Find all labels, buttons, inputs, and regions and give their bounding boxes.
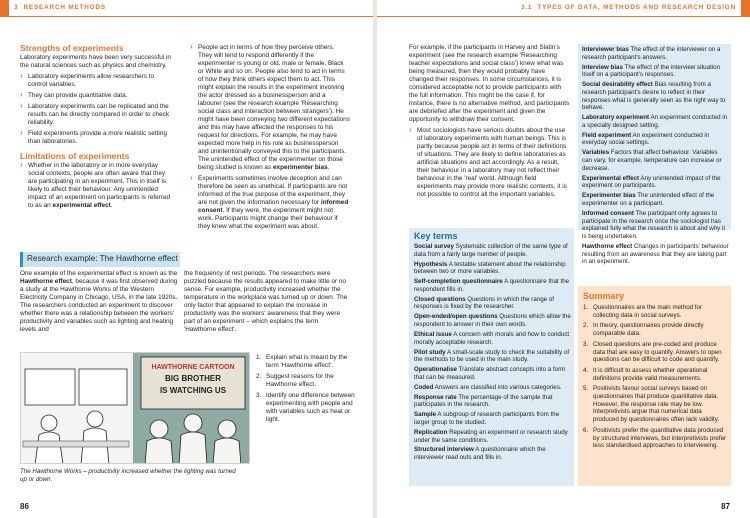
running-head-number: 3.1: [520, 4, 533, 11]
list-item: › Laboratory experiments allow researchers to control variables.: [20, 73, 175, 89]
case-questions: [256, 354, 356, 427]
figure-caption: The Hawthorne Works – productivity increased whether the lighting was turned up or down.: [20, 468, 236, 483]
key-term: Coded Answers are classified into various categories.: [414, 383, 562, 391]
key-term: Replication Repeating an experiment or research study under the same conditions.: [414, 428, 568, 444]
key-terms-heading: Key terms: [414, 231, 458, 241]
key-term: Experimenter bias The unintended effect of the experimenter on a participant.: [582, 192, 715, 207]
list-item: › Laboratory experiments can be replicated and the results can be directly compared in order to check reliability.: [20, 103, 175, 127]
key-term: Pilot study A small-scale study to check the suitability of the methods to be used in the main study.: [414, 348, 570, 364]
svg-text:HAWTHORNE CARTOON: HAWTHORNE CARTOON: [151, 364, 235, 371]
cartoon-illustration-icon: [21, 353, 250, 464]
summary-item: 6. Positivists prefer the quantitative data produced by structured interviews, but interpretivists prefer less standardised approaches to interviewing.: [583, 426, 727, 450]
summary-list: [583, 304, 727, 453]
list-item: › Most sociologists have serious doubts about the use of laboratory experiments with human beings. This is partly because people act in terms of their definitions of situations. They are likely to define laboratories as artificial situations and act accordingly. As a result, their behaviour in a laboratory may not reflect their behaviour in the 'real' world. Although field experiments may provide more realistic contexts, it is not possible to control all the important variables.: [409, 127, 571, 199]
key-terms-list: [414, 243, 571, 464]
hawthorne-cartoon: [20, 352, 250, 464]
key-term: Informed consent The participant only agrees to participate in the research once the sociologist has explained fully what the research is about and why it is being undertaken.: [582, 209, 726, 240]
question-item: 1. Explain what is meant by the term 'Hawthorne effect'.: [256, 354, 348, 369]
key-term: Hypothesis A testable statement about the relationship between two or more variables.: [414, 260, 566, 276]
list-item: › Field experiments provide a more realistic setting than laboratories.: [20, 130, 175, 146]
key-terms-list-right: [582, 46, 729, 268]
key-term: Ethical issue A concern with morals and how to conduct morally acceptable research.: [414, 330, 570, 346]
summary-item: 1. Questionnaires are the main method for collecting data in social surveys.: [583, 304, 703, 319]
summary-item: 2. In theory, questionnaires provide directly comparable data.: [583, 322, 704, 338]
running-head-title: RESEARCH METHODS: [23, 4, 106, 11]
summary-item: 5. Positivists favour social surveys based on questionnaires that produce quantitative data. However, the response rate may be low. Interpretivists argue that numerical data produced by questionnaires often lack validity.: [583, 385, 720, 424]
case-paragraph-2: the frequency of rest periods. The researchers were puzzled because the results appeared to make little or no sense. For example, productivity increased whether the temperature in the workplace was turned up or down. The only factor that appeared to explain the increase in productivity was the workers' awareness that they were part of an experiment – which explains the term 'Hawthorne effect'.: [184, 270, 348, 333]
strengths-list: [20, 73, 175, 146]
column-strengths: [20, 44, 175, 213]
summary-item: 3. Closed questions are pre-coded and produce data that are easy to quantify. Answers to open questions can be difficult to code and quantify.: [583, 340, 722, 364]
case-paragraph-1: One example of the experimental effect is known as the Hawthorne effect, because it was first observed during a study at the Hawthorne Works of the Western Electricity Company in Chicago, USA, in the late 1920s. The researchers conducted an experiment to discover whether there was a relationship between the workers' productivity and variables such as lighting and heating levels and: [20, 270, 178, 333]
running-head-right: [377, 0, 750, 17]
strengths-heading: Strengths of experiments: [20, 43, 124, 53]
key-term: Sample A subgroup of research participants from the larger group to be studied.: [414, 411, 560, 426]
key-term: Interview bias The effect of the interview situation itself on a participant's responses.: [582, 63, 721, 79]
page-number-left: 86: [20, 502, 29, 511]
limitations-heading: Limitations of experiments: [20, 151, 130, 161]
key-term: Social survey Systematic collection of the same type of data from a fairly large number of people.: [414, 243, 568, 258]
key-term: Social desirability effect Bias resulting from a research participant's desire to reflect in their responses what is generally seen as the right way to behave.: [582, 81, 726, 112]
list-item: › Whether in the laboratory or in more everyday social contexts, people are often aware that they are participating in an experiment. This in itself is likely to affect their behaviour. Any unintended impact of an experiment on participants is referred to as an experimental effect.: [20, 162, 175, 210]
key-term: Structured interview A questionnaire which the interviewer read outs and fills in.: [414, 446, 546, 462]
question-item: 2. Suggest reasons for the Hawthorne effect.: [256, 373, 334, 388]
key-term: Open-ended/open questions Questions which allow the respondent to answer in their own words.: [414, 313, 571, 329]
left-page: [0, 0, 373, 518]
svg-text:IS WATCHING US: IS WATCHING US: [159, 386, 227, 395]
key-term: Laboratory experiment An experiment conducted in a specially designed setting.: [582, 114, 728, 129]
key-term: Hawthorne effect Changes in participants' behaviour resulting from an awareness that they are taking part in an experiment.: [582, 242, 729, 266]
key-term: Variables Factors that affect behaviour. Variables can vary, for example, temperature can increase or decrease.: [582, 149, 722, 172]
key-term: Closed questions Questions in which the range of responses is fixed by the researcher.: [414, 295, 554, 311]
key-term: Self-completion questionnaire A questionnaire that the respondent fills in.: [414, 278, 570, 293]
running-head-number: 3: [14, 4, 19, 11]
list-item: › People act in terms of how they perceive others. They will tend to respond differently if the experimenter is young or old, male or female, Black or White and so on. People also tend to act in terms of how they think others expect them to act. This might explain the results in the experiment involving the actor dressed as a businessperson and a labourer (see the research example 'Researching social class and interaction between strangers'). He might have been conveying two different expectations and this may have affected the responses to his request for directions. For example, he may have expected more help in his role as businessperson and unintentionally conveyed this to the participants. The unintended effect of the experimenter on those being studied is known as experimenter bias.: [190, 44, 350, 172]
running-head-title: TYPES OF DATA, METHODS AND RESEARCH DESIGN: [537, 4, 736, 11]
key-term: Interviewer bias The effect of the interviewer on a research participant's answers.: [582, 46, 721, 61]
list-item: › Experiments sometimes involve deception and can therefore be seen as unethical. If participants are not informed of the true purpose of the experiment, they are not given the information necessary for informed consent. If they were, the experiment might not work. Participants might change their behaviour if they knew what the experiment was about.: [190, 175, 350, 231]
key-term: Field experiment An experiment conducted in everyday social settings.: [582, 131, 710, 147]
strengths-intro: Laboratory experiments have been very successful in the natural sciences such as physics and chemistry.: [20, 54, 171, 69]
summary-item: 4. It is difficult to assess whether operational definitions provide valid measurements.: [583, 366, 708, 382]
running-head-left: [0, 0, 373, 17]
question-item: 3. Identify one difference between experimenting with people and with variables such as heat or light.: [256, 392, 355, 423]
key-term: Experimental effect Any unintended impact of the experiment on participants.: [582, 174, 721, 190]
list-item: › They can provide quantitative data.: [20, 92, 175, 100]
page-number-right: 87: [721, 502, 730, 511]
key-term: Operationalise Translate abstract concepts into a form that can be measured.: [414, 366, 566, 381]
key-term: Response rate The percentage of the sample that participates in the research.: [414, 393, 553, 409]
column-limitations-cont: [190, 44, 350, 234]
summary-heading: Summary: [583, 291, 625, 301]
research-example-heading: Research example: The Hawthorne effect: [20, 252, 180, 267]
column-3: For example, if the participants in Harvey and Slatin's experiment (see the research example 'Researching teacher expectations and social class') knew what was being measured, then they would probably have changed their responses. In some circumstances, it is considered acceptable not to provide participants with the full information. This might be the case if, for instance, there is no alternative method, and participants are debriefed after the experiment and given the opportunity to withdraw their consent. › Most sociologists have serious doubts about the use of laboratory experiments with human beings. This is partly because people act in terms of their definitions of situations. They are likely to define laboratories as artificial situations and act accordingly. As a result, their behaviour in a laboratory may not reflect their behaviour in the 'real' world. Although field experiments may provide more realistic contexts, it is not possible to control all the important variables.: [409, 44, 571, 202]
svg-text:BIG BROTHER: BIG BROTHER: [165, 374, 221, 383]
